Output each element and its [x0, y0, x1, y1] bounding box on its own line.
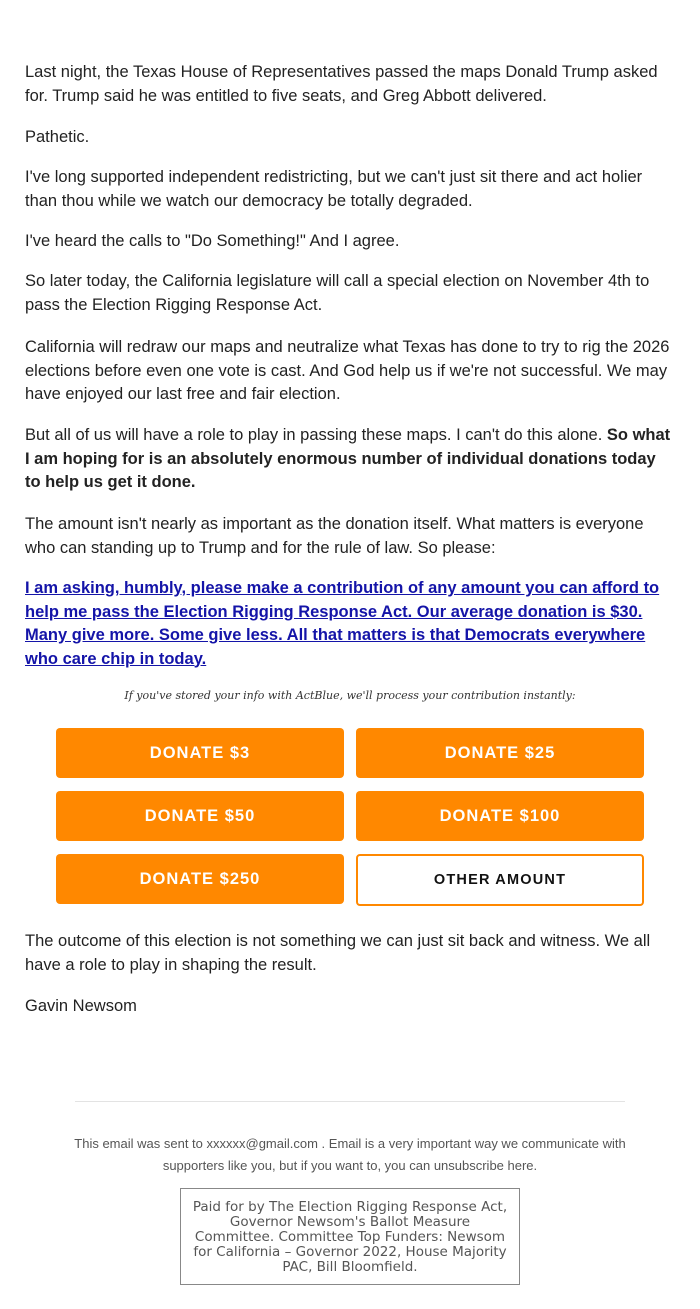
- paragraph-redraw-maps: California will redraw our maps and neutralize what Texas has done to try to rig the 2026 elections before even one vote is cast. And God help us if we're not successful. We may have enjoyed our last free and fair election.: [25, 338, 670, 403]
- paragraph-texas-house: Last night, the Texas House of Representatives passed the maps Donald Trump asked for. Trump said he was entitled to five seats, and Greg Abbott delivered.: [25, 63, 658, 105]
- donation-ask-link[interactable]: I am asking, humbly, please make a contribution of any amount you can afford to help me pass the Election Rigging Response Act. Our average donation is $30. Many give more. Some give less. All that matters is that Democrats everywhere who care chip in today.: [25, 579, 660, 668]
- donate-250-button[interactable]: DONATE $250: [56, 854, 344, 904]
- paragraph-special-election: So later today, the California legislature will call a special election on November 4th to pass the Election Rigging Response Act.: [25, 272, 650, 314]
- paragraph-amount: The amount isn't nearly as important as the donation itself. What matters is everyone who can standing up to Trump and for the rule of law. So please:: [25, 515, 644, 557]
- unsubscribe-link[interactable]: unsubscribe here: [433, 1157, 534, 1173]
- paragraph-do-something: I've heard the calls to "Do Something!" And I agree.: [25, 232, 400, 250]
- actblue-instant-note: If you've stored your info with ActBlue, we'll process your contribution instantly:: [124, 689, 576, 702]
- paragraph-pathetic: Pathetic.: [25, 128, 90, 146]
- paragraph-role-bold: So what I am hoping for is an absolutely enormous number of individual donations today to help us get it done.: [25, 426, 671, 491]
- paragraph-role-normal: But all of us will have a role to play in passing these maps. I can't do this alone.: [25, 426, 607, 444]
- recipient-email: xxxxxx@gmail.com: [206, 1136, 318, 1151]
- paragraph-outcome: The outcome of this election is not something we can just sit back and witness. We all have a role to play in shaping the result.: [25, 932, 651, 974]
- paragraph-redistricting: I've long supported independent redistricting, but we can't just sit there and act holier than thou while we watch our democracy be totally degraded.: [25, 168, 643, 210]
- signature: Gavin Newsom: [25, 997, 137, 1015]
- footer-disclaimer: [60, 1133, 640, 1176]
- paragraph-role-to-play: [25, 424, 675, 495]
- footer-end: .: [533, 1157, 538, 1173]
- donate-100-button[interactable]: DONATE $100: [356, 791, 644, 841]
- donate-3-button[interactable]: DONATE $3: [56, 728, 344, 778]
- paragraph-ask: [25, 577, 675, 671]
- donate-50-button[interactable]: DONATE $50: [56, 791, 344, 841]
- footer-divider: [75, 1101, 625, 1102]
- other-amount-button[interactable]: OTHER AMOUNT: [356, 854, 644, 906]
- paid-for-box: Paid for by The Election Rigging Response Act, Governor Newsom's Ballot Measure Committee. Committee Top Funders: Newsom for California – Governor 2022, House Majority PAC, Bill Bloomfield.: [180, 1188, 520, 1285]
- donate-25-button[interactable]: DONATE $25: [356, 728, 644, 778]
- footer-sent-prefix: This email was sent to: [74, 1136, 207, 1151]
- footer-sent-suffix: . Email is a very important way we communicate with supporters like you, but if you want to, you can: [162, 1136, 626, 1173]
